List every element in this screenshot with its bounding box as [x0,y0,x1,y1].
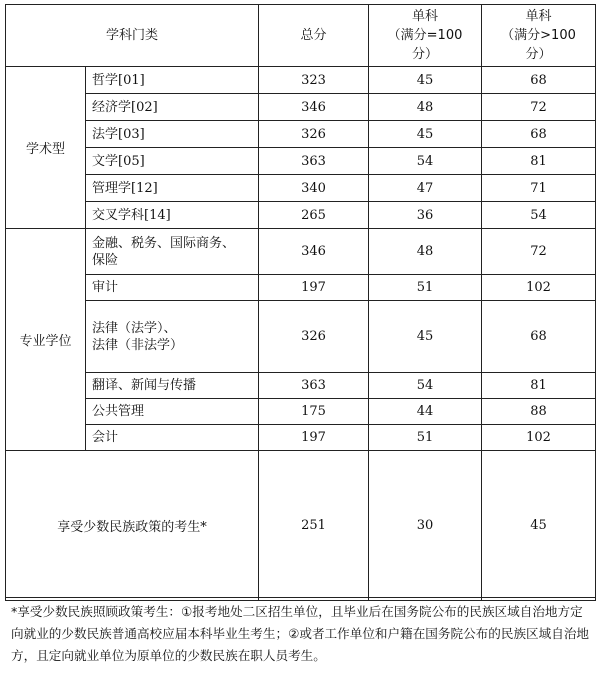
table-row [6,175,596,202]
table-row [6,275,596,301]
total-score-cell: 197 [259,425,369,451]
score-table [5,4,596,601]
single-gt100-cell: 102 [482,425,596,451]
table-row [6,301,596,373]
single-100-cell: 30 [369,451,482,601]
single-gt100-cell: 102 [482,275,596,301]
single-100-cell: 45 [369,67,482,94]
table-row [6,67,596,94]
single-100-cell: 48 [369,94,482,121]
total-score-cell: 175 [259,399,369,425]
single-100-cell: 45 [369,121,482,148]
single-gt100-cell: 68 [482,121,596,148]
subject-cell: 经济学[02] [86,94,259,121]
subject-cell: 交叉学科[14] [86,202,259,229]
single-100-cell: 44 [369,399,482,425]
single-gt100-cell: 72 [482,94,596,121]
group-label: 专业学位 [6,229,86,451]
minority-label: 享受少数民族政策的考生* [6,451,259,601]
table-row [6,148,596,175]
table-row [6,121,596,148]
total-score-cell: 251 [259,451,369,601]
total-score-cell: 323 [259,67,369,94]
single-gt100-cell: 45 [482,451,596,601]
subject-cell: 会计 [86,425,259,451]
total-score-cell: 340 [259,175,369,202]
header-row [6,5,596,67]
total-score-cell: 363 [259,373,369,399]
single-gt100-cell: 72 [482,229,596,275]
single-gt100-cell: 71 [482,175,596,202]
header-single-gt100: 单科 （满分>100 分） [482,5,596,67]
total-score-cell: 326 [259,301,369,373]
total-score-cell: 265 [259,202,369,229]
header-total: 总分 [259,5,369,67]
table-row [6,202,596,229]
subject-cell: 法学[03] [86,121,259,148]
single-gt100-cell: 54 [482,202,596,229]
group-label: 学术型 [6,67,86,229]
table-row [6,373,596,399]
total-score-cell: 326 [259,121,369,148]
single-100-cell: 47 [369,175,482,202]
subject-cell: 翻译、新闻与传播 [86,373,259,399]
single-gt100-cell: 88 [482,399,596,425]
header-category: 学科门类 [6,5,259,67]
table-row [6,399,596,425]
table-row [6,94,596,121]
total-score-cell: 197 [259,275,369,301]
single-gt100-cell: 68 [482,301,596,373]
total-score-cell: 346 [259,94,369,121]
single-gt100-cell: 81 [482,373,596,399]
single-gt100-cell: 81 [482,148,596,175]
single-100-cell: 51 [369,425,482,451]
table-row [6,229,596,275]
subject-cell: 哲学[01] [86,67,259,94]
single-100-cell: 45 [369,301,482,373]
single-100-cell: 54 [369,148,482,175]
subject-cell: 法律（法学）、 法律（非法学） [86,301,259,373]
single-gt100-cell: 68 [482,67,596,94]
subject-cell: 审计 [86,275,259,301]
total-score-cell: 363 [259,148,369,175]
header-single-100: 单科 （满分=100 分） [369,5,482,67]
subject-cell: 管理学[12] [86,175,259,202]
single-100-cell: 51 [369,275,482,301]
footnote: *享受少数民族照顾政策考生：①报考地处二区招生单位，且毕业后在国务院公布的民族区域自治地方定向就业的少数民族普通高校应届本科毕业生考生；②或者工作单位和户籍在国务院公布的民族区域自治地方，且定向就业单位为原单位的少数民族在职人员考生。 [5,597,595,667]
single-100-cell: 36 [369,202,482,229]
table-row [6,425,596,451]
subject-cell: 文学[05] [86,148,259,175]
minority-row [6,451,596,601]
total-score-cell: 346 [259,229,369,275]
single-100-cell: 48 [369,229,482,275]
subject-cell: 金融、税务、国际商务、 保险 [86,229,259,275]
single-100-cell: 54 [369,373,482,399]
subject-cell: 公共管理 [86,399,259,425]
